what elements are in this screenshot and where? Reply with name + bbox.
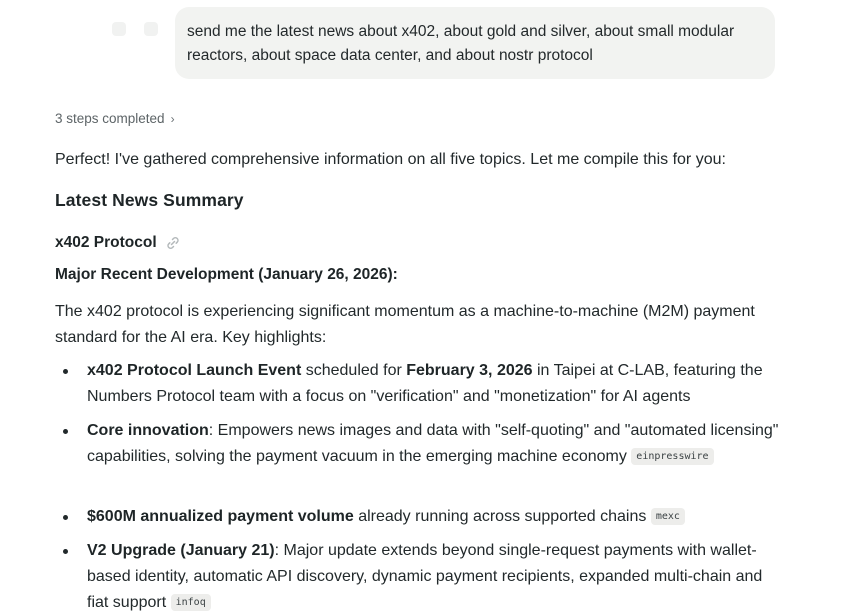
chevron-right-icon: › <box>170 111 175 126</box>
section-title: x402 Protocol <box>55 234 157 251</box>
bullet-strong: $600M annualized payment volume <box>87 508 354 525</box>
bullet-text: : Empowers news images and data with "self-quoting" and "automated licensing" capabilities, solving the payment vacuum in the emerging machine economy <box>87 422 779 465</box>
assistant-intro: Perfect! I've gathered comprehensive information on all five topics. Let me compile this for you: <box>55 151 726 168</box>
list-item <box>55 538 785 616</box>
bullet-text: : Major update extends beyond single-request payments with wallet-based identity, automatic API discovery, dynamic payment recipients, expanded multi-chain and fiat support <box>87 542 763 611</box>
bullet-text: in Taipei at C-LAB, featuring the Numbers Protocol team with a focus on "verification" and "monetization" for AI agents <box>87 362 763 405</box>
list-item <box>55 504 785 530</box>
bullet-text: scheduled for <box>301 362 407 379</box>
section-heading <box>55 234 181 252</box>
citation-badge[interactable]: mexc <box>651 508 685 525</box>
paragraph: The x402 protocol is experiencing significant momentum as a machine-to-machine (M2M) payment standard for the AI era. Key highlights: <box>55 303 755 346</box>
bullet-strong: V2 Upgrade (January 21) <box>87 542 275 559</box>
summary-heading: Latest News Summary <box>55 190 244 210</box>
list-item <box>55 418 785 496</box>
citation-badge[interactable]: einpresswire <box>631 448 713 465</box>
citation-badge[interactable]: infoq <box>171 594 211 611</box>
faded-toolbar <box>112 22 158 36</box>
link-icon[interactable] <box>165 235 181 251</box>
bullet-strong-date: February 3, 2026 <box>406 362 533 379</box>
highlights-list <box>55 358 785 616</box>
steps-completed-toggle[interactable] <box>55 111 175 126</box>
bullet-strong: x402 Protocol Launch Event <box>87 362 302 379</box>
bullet-text: already running across supported chains <box>353 508 647 525</box>
bullet-strong: Core innovation <box>87 422 209 439</box>
subheading: Major Recent Development (January 26, 2026): <box>55 266 398 283</box>
steps-label: 3 steps completed <box>55 111 165 126</box>
user-message-bubble: send me the latest news about x402, about gold and silver, about small modular reactors, about space data center, and about nostr protocol <box>175 7 775 79</box>
list-item <box>55 358 785 410</box>
